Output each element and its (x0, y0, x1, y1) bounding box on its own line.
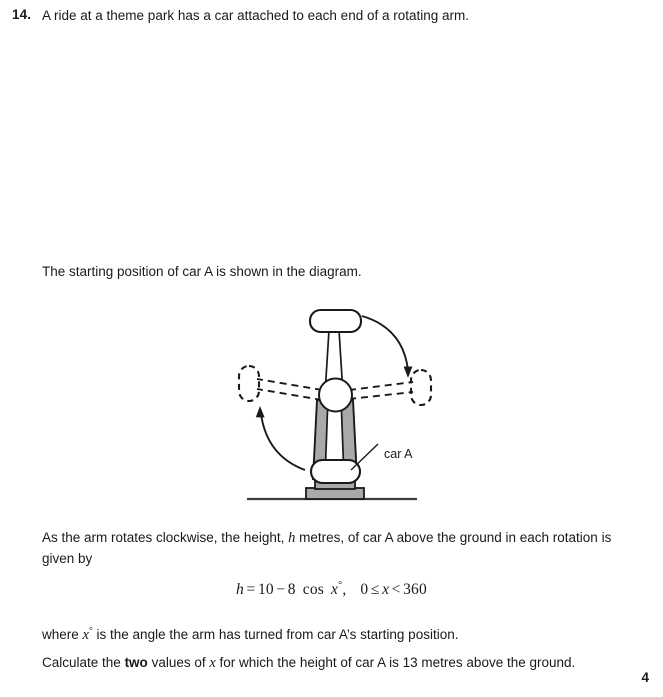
calc-prefix: Calculate the (42, 655, 125, 670)
formula-cos-variable-x: x (331, 581, 339, 598)
dashed-car-right (411, 370, 431, 405)
formula-range-variable-x: x (382, 581, 390, 598)
dashed-car-left (239, 366, 259, 401)
where-prefix: where (42, 627, 83, 642)
marks-allocation: 4 (641, 670, 649, 685)
rotation-arrow-top-right-head (404, 367, 413, 379)
dashed-arm-right-upper (349, 382, 413, 390)
paragraph-rotates (42, 528, 617, 568)
formula-equals: = (246, 581, 256, 598)
car-a-label: car A (384, 447, 413, 461)
ride-diagram-svg (225, 298, 445, 513)
formula-less-than: < (391, 581, 401, 598)
formula-comma: , (342, 581, 347, 598)
height-formula (0, 581, 663, 599)
paragraph-where (42, 625, 617, 646)
paragraph-calculate (42, 653, 617, 674)
ride-diagram (225, 298, 445, 513)
calc-mid: values of (147, 655, 210, 670)
dashed-arm-right-lower (349, 392, 413, 399)
formula-lhs-h: h (236, 581, 244, 598)
where-suffix: is the angle the arm has turned from car A’s starting position. (92, 627, 459, 642)
paragraph-starting-position: The starting position of car A is shown in the diagram. (42, 264, 362, 279)
rotation-arrow-top-right (362, 316, 408, 370)
formula-less-equal: ≤ (370, 581, 380, 598)
question-number: 14. (12, 7, 32, 22)
rotates-suffix: metres, of car A above the ground in each rotation is given by (42, 530, 612, 566)
formula-cos: cos (302, 581, 325, 598)
dashed-arm-left-upper (257, 379, 322, 390)
rotation-arrow-bottom-left (261, 414, 305, 470)
where-variable-x: x (82, 627, 89, 643)
formula-zero: 0 (360, 581, 369, 598)
hub-circle (319, 379, 352, 412)
formula-ten: 10 (257, 581, 274, 598)
rotates-prefix: As the arm rotates clockwise, the height, (42, 530, 289, 545)
formula-degree-symbol: ° (338, 579, 343, 591)
calc-variable-x: x (209, 655, 216, 671)
question-stem: A ride at a theme park has a car attached to each end of a rotating arm. (42, 8, 470, 23)
car-top (310, 310, 361, 332)
where-degree-symbol: ° (88, 626, 93, 637)
formula-360: 360 (403, 581, 427, 598)
calc-bold-two: two (124, 655, 148, 670)
dashed-arm-left-lower (257, 389, 322, 400)
rotates-variable-h: h (288, 530, 296, 546)
formula-minus: − (276, 581, 286, 598)
car-a-bottom (311, 460, 360, 483)
formula-eight: 8 (287, 581, 296, 598)
rotation-arrow-bottom-left-head (256, 406, 265, 418)
calc-suffix: for which the height of car A is 13 metres above the ground. (215, 655, 576, 670)
